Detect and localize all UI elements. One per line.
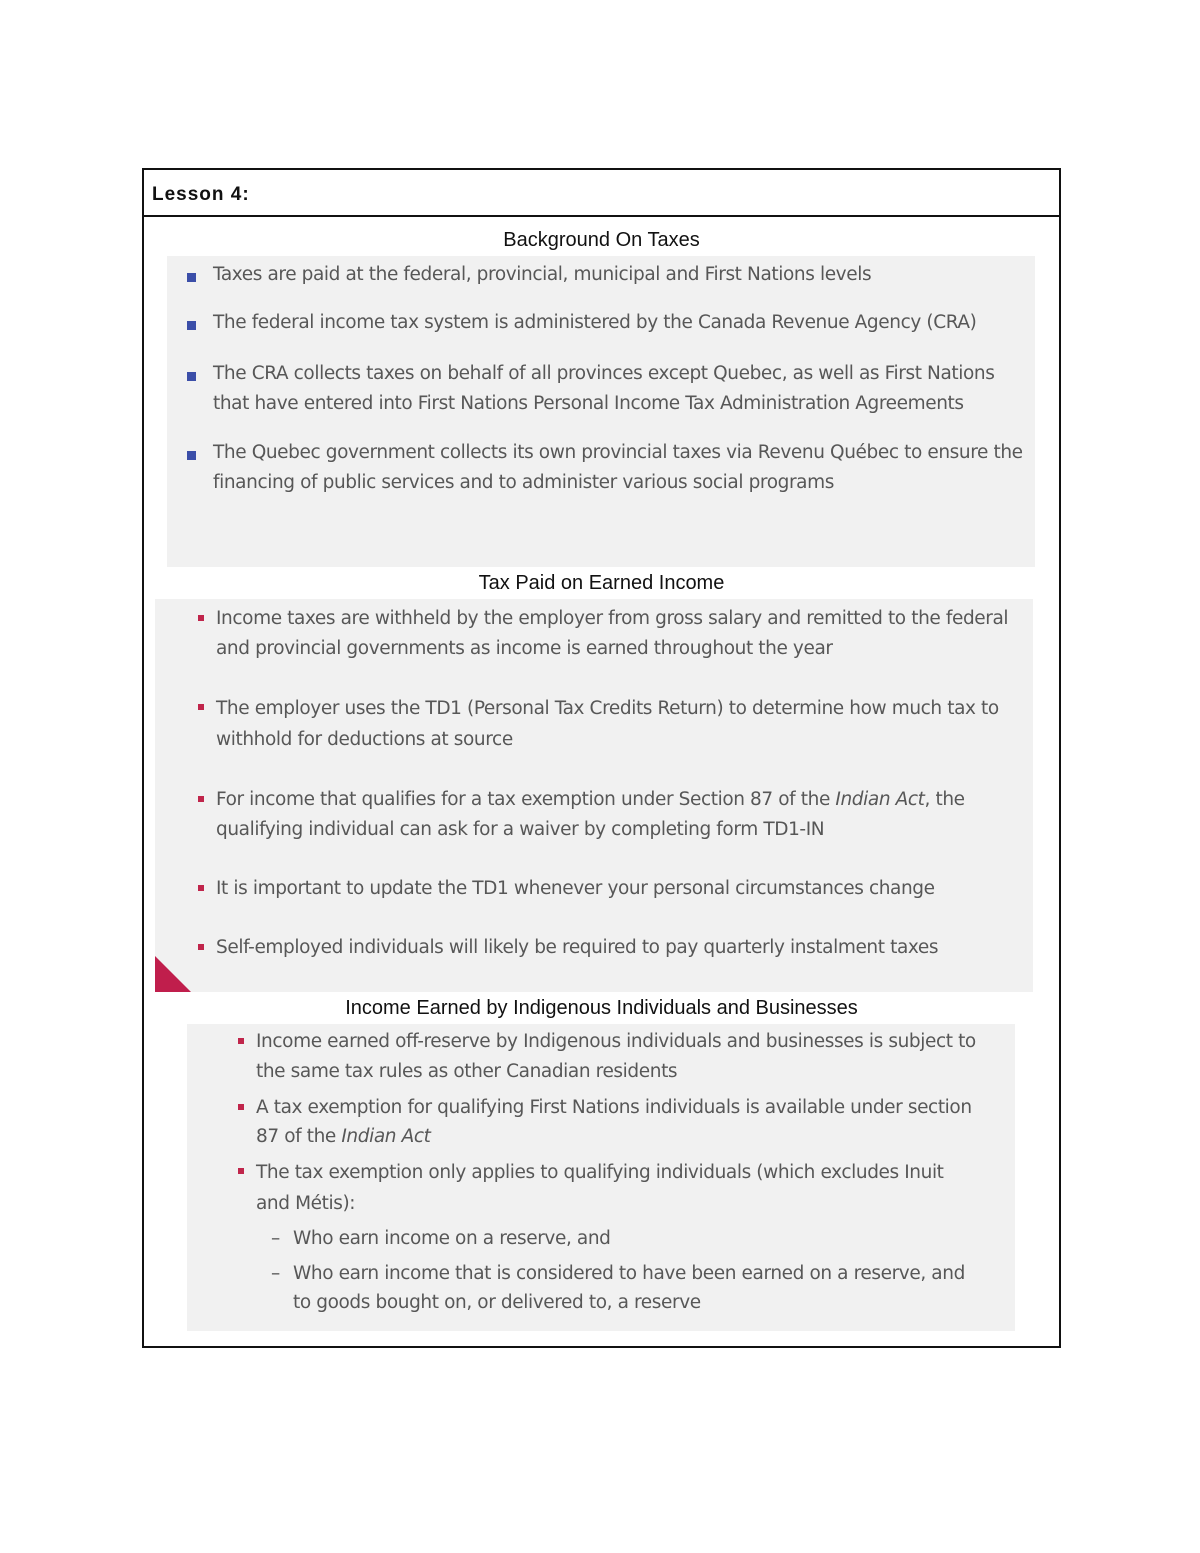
- list-item: [213, 359, 1028, 419]
- list-item: [256, 1093, 976, 1151]
- list-item: [216, 785, 1016, 845]
- bullet-text: The Quebec government collects its own provincial taxes via Revenu Québec to ensure the financing of public services and to administer various social programs: [213, 442, 1023, 493]
- bullet-text: The employer uses the TD1 (Personal Tax Credits Return) to determine how much tax to withhold for deductions at source: [216, 698, 999, 750]
- lesson-frame: [142, 168, 1061, 1348]
- sub-list-item: [271, 1259, 983, 1317]
- list-item: [216, 874, 1016, 904]
- dash-bullet-icon: –: [271, 1263, 280, 1284]
- square-bullet-icon: [198, 885, 204, 891]
- list-item: [213, 310, 1028, 336]
- section-title-indigenous: Income Earned by Indigenous Individuals and Businesses: [345, 997, 858, 1019]
- square-bullet-icon: [187, 273, 196, 282]
- section-title-earned-income: Tax Paid on Earned Income: [478, 572, 725, 594]
- bullet-text: The CRA collects taxes on behalf of all provinces except Quebec, as well as First Nations that have entered into First Nations Personal Income Tax Administration Agreements: [213, 363, 995, 414]
- list-item: [256, 1157, 946, 1219]
- square-bullet-icon: [198, 944, 204, 950]
- section-title-background: Background On Taxes: [503, 229, 700, 251]
- bullet-text-post: , the qualifying individual can ask for a waiver by completing form TD1-IN: [216, 789, 965, 840]
- square-bullet-icon: [198, 704, 204, 710]
- list-item: [256, 1027, 976, 1087]
- bullet-text: It is important to update the TD1 whenever your personal circumstances change: [216, 878, 935, 899]
- act-name-italic: Indian Act: [835, 789, 925, 810]
- square-bullet-icon: [238, 1038, 244, 1044]
- bullet-text: Income taxes are withheld by the employer from gross salary and remitted to the federal and provincial governments as income is earned throughout the year: [216, 608, 1009, 659]
- square-bullet-icon: [187, 451, 196, 460]
- bullet-text: The tax exemption only applies to qualifying individuals (which excludes Inuit and Métis):: [256, 1162, 944, 1214]
- indigenous-panel: [187, 1024, 1015, 1331]
- list-item: [216, 933, 1016, 963]
- dash-bullet-icon: –: [271, 1228, 280, 1249]
- bullet-text-pre: A tax exemption for qualifying First Nations individuals is available under section 87 of the: [256, 1097, 972, 1147]
- bullet-text-pre: For income that qualifies for a tax exemption under Section 87 of the: [216, 789, 836, 810]
- square-bullet-icon: [187, 372, 196, 381]
- square-bullet-icon: [198, 615, 204, 621]
- square-bullet-icon: [238, 1104, 244, 1110]
- list-item: [213, 438, 1028, 498]
- sub-bullet-text: Who earn income that is considered to have been earned on a reserve, and to goods bought on, or delivered to, a reserve: [293, 1263, 965, 1313]
- square-bullet-icon: [198, 796, 204, 802]
- list-item: [216, 693, 1016, 755]
- background-panel: [167, 256, 1035, 567]
- list-item: [216, 604, 1016, 664]
- sub-bullet-text: Who earn income on a reserve, and: [293, 1228, 611, 1249]
- list-item: [213, 262, 1028, 288]
- earned-income-panel: [155, 599, 1033, 992]
- square-bullet-icon: [238, 1168, 244, 1174]
- bullet-text: Income earned off-reserve by Indigenous individuals and businesses is subject to the same tax rules as other Canadian residents: [256, 1031, 976, 1082]
- act-name-italic: Indian Act: [341, 1126, 431, 1147]
- bullet-text: Self-employed individuals will likely be required to pay quarterly instalment taxes: [216, 937, 939, 958]
- bullet-text: Taxes are paid at the federal, provincial, municipal and First Nations levels: [213, 264, 872, 285]
- lesson-title: Lesson 4:: [144, 170, 1059, 217]
- sub-list-item: [271, 1224, 983, 1253]
- corner-triangle-icon: [155, 956, 191, 992]
- bullet-text: The federal income tax system is administered by the Canada Revenue Agency (CRA): [213, 312, 977, 333]
- square-bullet-icon: [187, 321, 196, 330]
